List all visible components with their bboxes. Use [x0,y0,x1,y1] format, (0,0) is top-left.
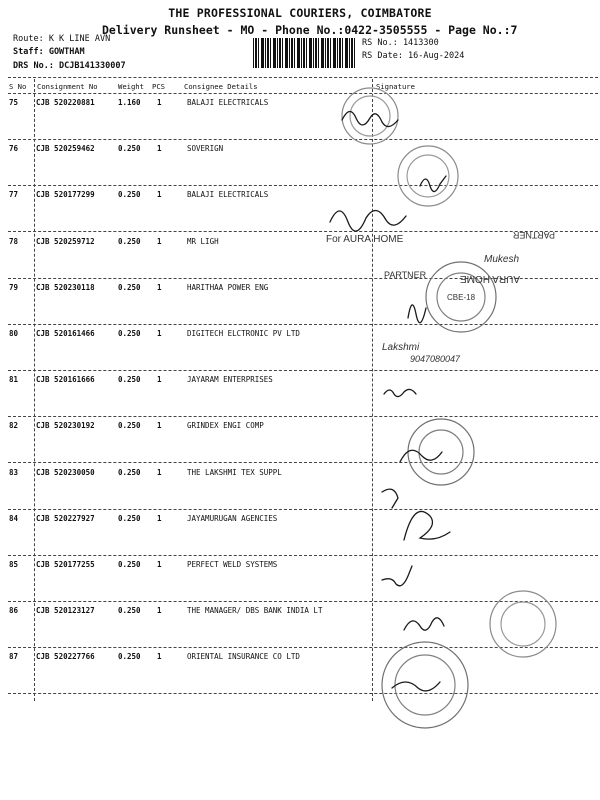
stamp-text: PARTNER [384,270,427,280]
cell-consignee: HARITHAA POWER ENG [187,282,269,292]
handwritten-signature [384,389,416,396]
cell-weight: 0.250 [118,606,141,616]
cell-weight: 0.250 [118,375,141,385]
cell-consignee: DIGITECH ELCTRONIC PV LTD [187,329,300,338]
stamp-text: For AURA HOME [326,234,404,245]
cell-sno: 76 [9,144,19,154]
handwritten-signature [330,210,406,231]
cell-consignment-no: CJB 520230118 [36,282,95,292]
staff-label: Staff: GOWTHAM [13,47,85,57]
cell-sno: 82 [9,421,19,431]
cell-weight: 0.250 [118,467,141,477]
cell-consignee: ORIENTAL INSURANCE CO LTD [187,652,300,662]
column-header-weight: Weight [118,82,144,91]
handwritten-note: 9047080047 [410,354,461,364]
cell-consignment-no: CJB 520123127 [36,606,95,616]
cell-consignment-no: CJB 520177299 [36,190,95,200]
column-header-sno: S No [9,82,27,91]
cell-consignment-no: CJB 520161466 [36,329,95,338]
cell-consignee: JAYARAM ENTERPRISES [187,375,273,385]
rs-number: RS No.: 1413300 [362,38,439,48]
cell-weight: 0.250 [118,421,141,431]
cell-consignment-no: CJB 520230192 [36,421,95,431]
handwritten-signature [382,489,398,508]
runsheet-subtitle: Delivery Runsheet - MO - Phone No.:0422-3505555 - Page No.:7 [102,23,518,37]
cell-consignment-no: CJB 520161666 [36,375,95,385]
cell-pcs: 1 [157,421,162,431]
cell-pcs: 1 [157,236,162,246]
cell-consignment-no: CJB 520230050 [36,467,95,477]
cell-consignment-no: CJB 520259712 [36,236,95,246]
handwritten-signature [382,566,412,586]
handwritten-signature [408,305,426,323]
cell-weight: 0.250 [118,513,141,523]
handwritten-signature [404,511,450,540]
cell-weight: 0.250 [118,652,141,662]
stamp-text: AURA HOME [459,273,520,284]
cell-consignment-no: CJB 520220881 [36,98,95,107]
column-header-signature: Signature [376,82,415,91]
stamp-text: PARTNER [512,230,555,240]
handwritten-signature [392,682,440,691]
cell-weight: 1.160 [118,98,141,107]
handwritten-note: Mukesh [484,254,520,265]
cell-consignee: MR LIGH [187,236,219,246]
cell-sno: 80 [9,329,19,338]
cell-weight: 0.250 [118,190,141,200]
cell-consignee: PERFECT WELD SYSTEMS [187,560,278,569]
column-header-consignment: Consignment No [37,82,98,91]
company-title: THE PROFESSIONAL COURIERS, COIMBATORE [168,6,432,20]
handwritten-note: Lakshmi [382,342,420,353]
cell-consignment-no: CJB 520259462 [36,144,95,154]
cell-sno: 81 [9,375,19,385]
rs-date: RS Date: 16-Aug-2024 [362,51,465,61]
cell-pcs: 1 [157,329,162,338]
cell-consignee: GRINDEX ENGI COMP [187,421,264,431]
cell-pcs: 1 [157,282,162,292]
cell-sno: 79 [9,282,19,292]
cell-sno: 87 [9,652,19,662]
column-header-pcs: PCS [152,82,165,91]
round-stamp [490,591,556,657]
cell-weight: 0.250 [118,329,141,338]
cell-weight: 0.250 [118,236,141,246]
stamp-text: CBE-18 [447,293,476,302]
cell-consignee: JAYAMURUGAN AGENCIES [187,513,278,523]
drs-number: DRS No.: DCJB141330007 [13,61,126,71]
cell-pcs: 1 [157,375,162,385]
cell-consignee: BALAJI ELECTRICALS [187,190,269,200]
cell-consignment-no: CJB 520227766 [36,652,95,662]
cell-weight: 0.250 [118,144,141,154]
cell-sno: 84 [9,513,19,523]
cell-sno: 77 [9,190,19,200]
cell-weight: 0.250 [118,560,141,569]
cell-pcs: 1 [157,560,162,569]
cell-consignee: THE MANAGER/ DBS BANK INDIA LT [187,606,323,616]
cell-weight: 0.250 [118,282,141,292]
cell-pcs: 1 [157,513,162,523]
cell-pcs: 1 [157,606,162,616]
handwritten-signature [420,176,446,192]
cell-sno: 86 [9,606,19,616]
cell-pcs: 1 [157,190,162,200]
cell-consignment-no: CJB 520177255 [36,560,95,569]
cell-pcs: 1 [157,467,162,477]
cell-consignee: SOVERIGN [187,144,224,154]
cell-pcs: 1 [157,98,162,107]
cell-consignee: THE LAKSHMI TEX SUPPL [187,467,282,477]
cell-sno: 75 [9,98,19,107]
cell-consignment-no: CJB 520227927 [36,513,95,523]
cell-consignee: BALAJI ELECTRICALS [187,98,269,107]
cell-pcs: 1 [157,144,162,154]
cell-pcs: 1 [157,652,162,662]
cell-sno: 85 [9,560,19,569]
handwritten-signature [404,618,444,630]
cell-sno: 83 [9,467,19,477]
cell-sno: 78 [9,236,19,246]
route-label: Route: K K LINE AVN [13,34,111,44]
column-header-consignee: Consignee Details [184,82,258,91]
